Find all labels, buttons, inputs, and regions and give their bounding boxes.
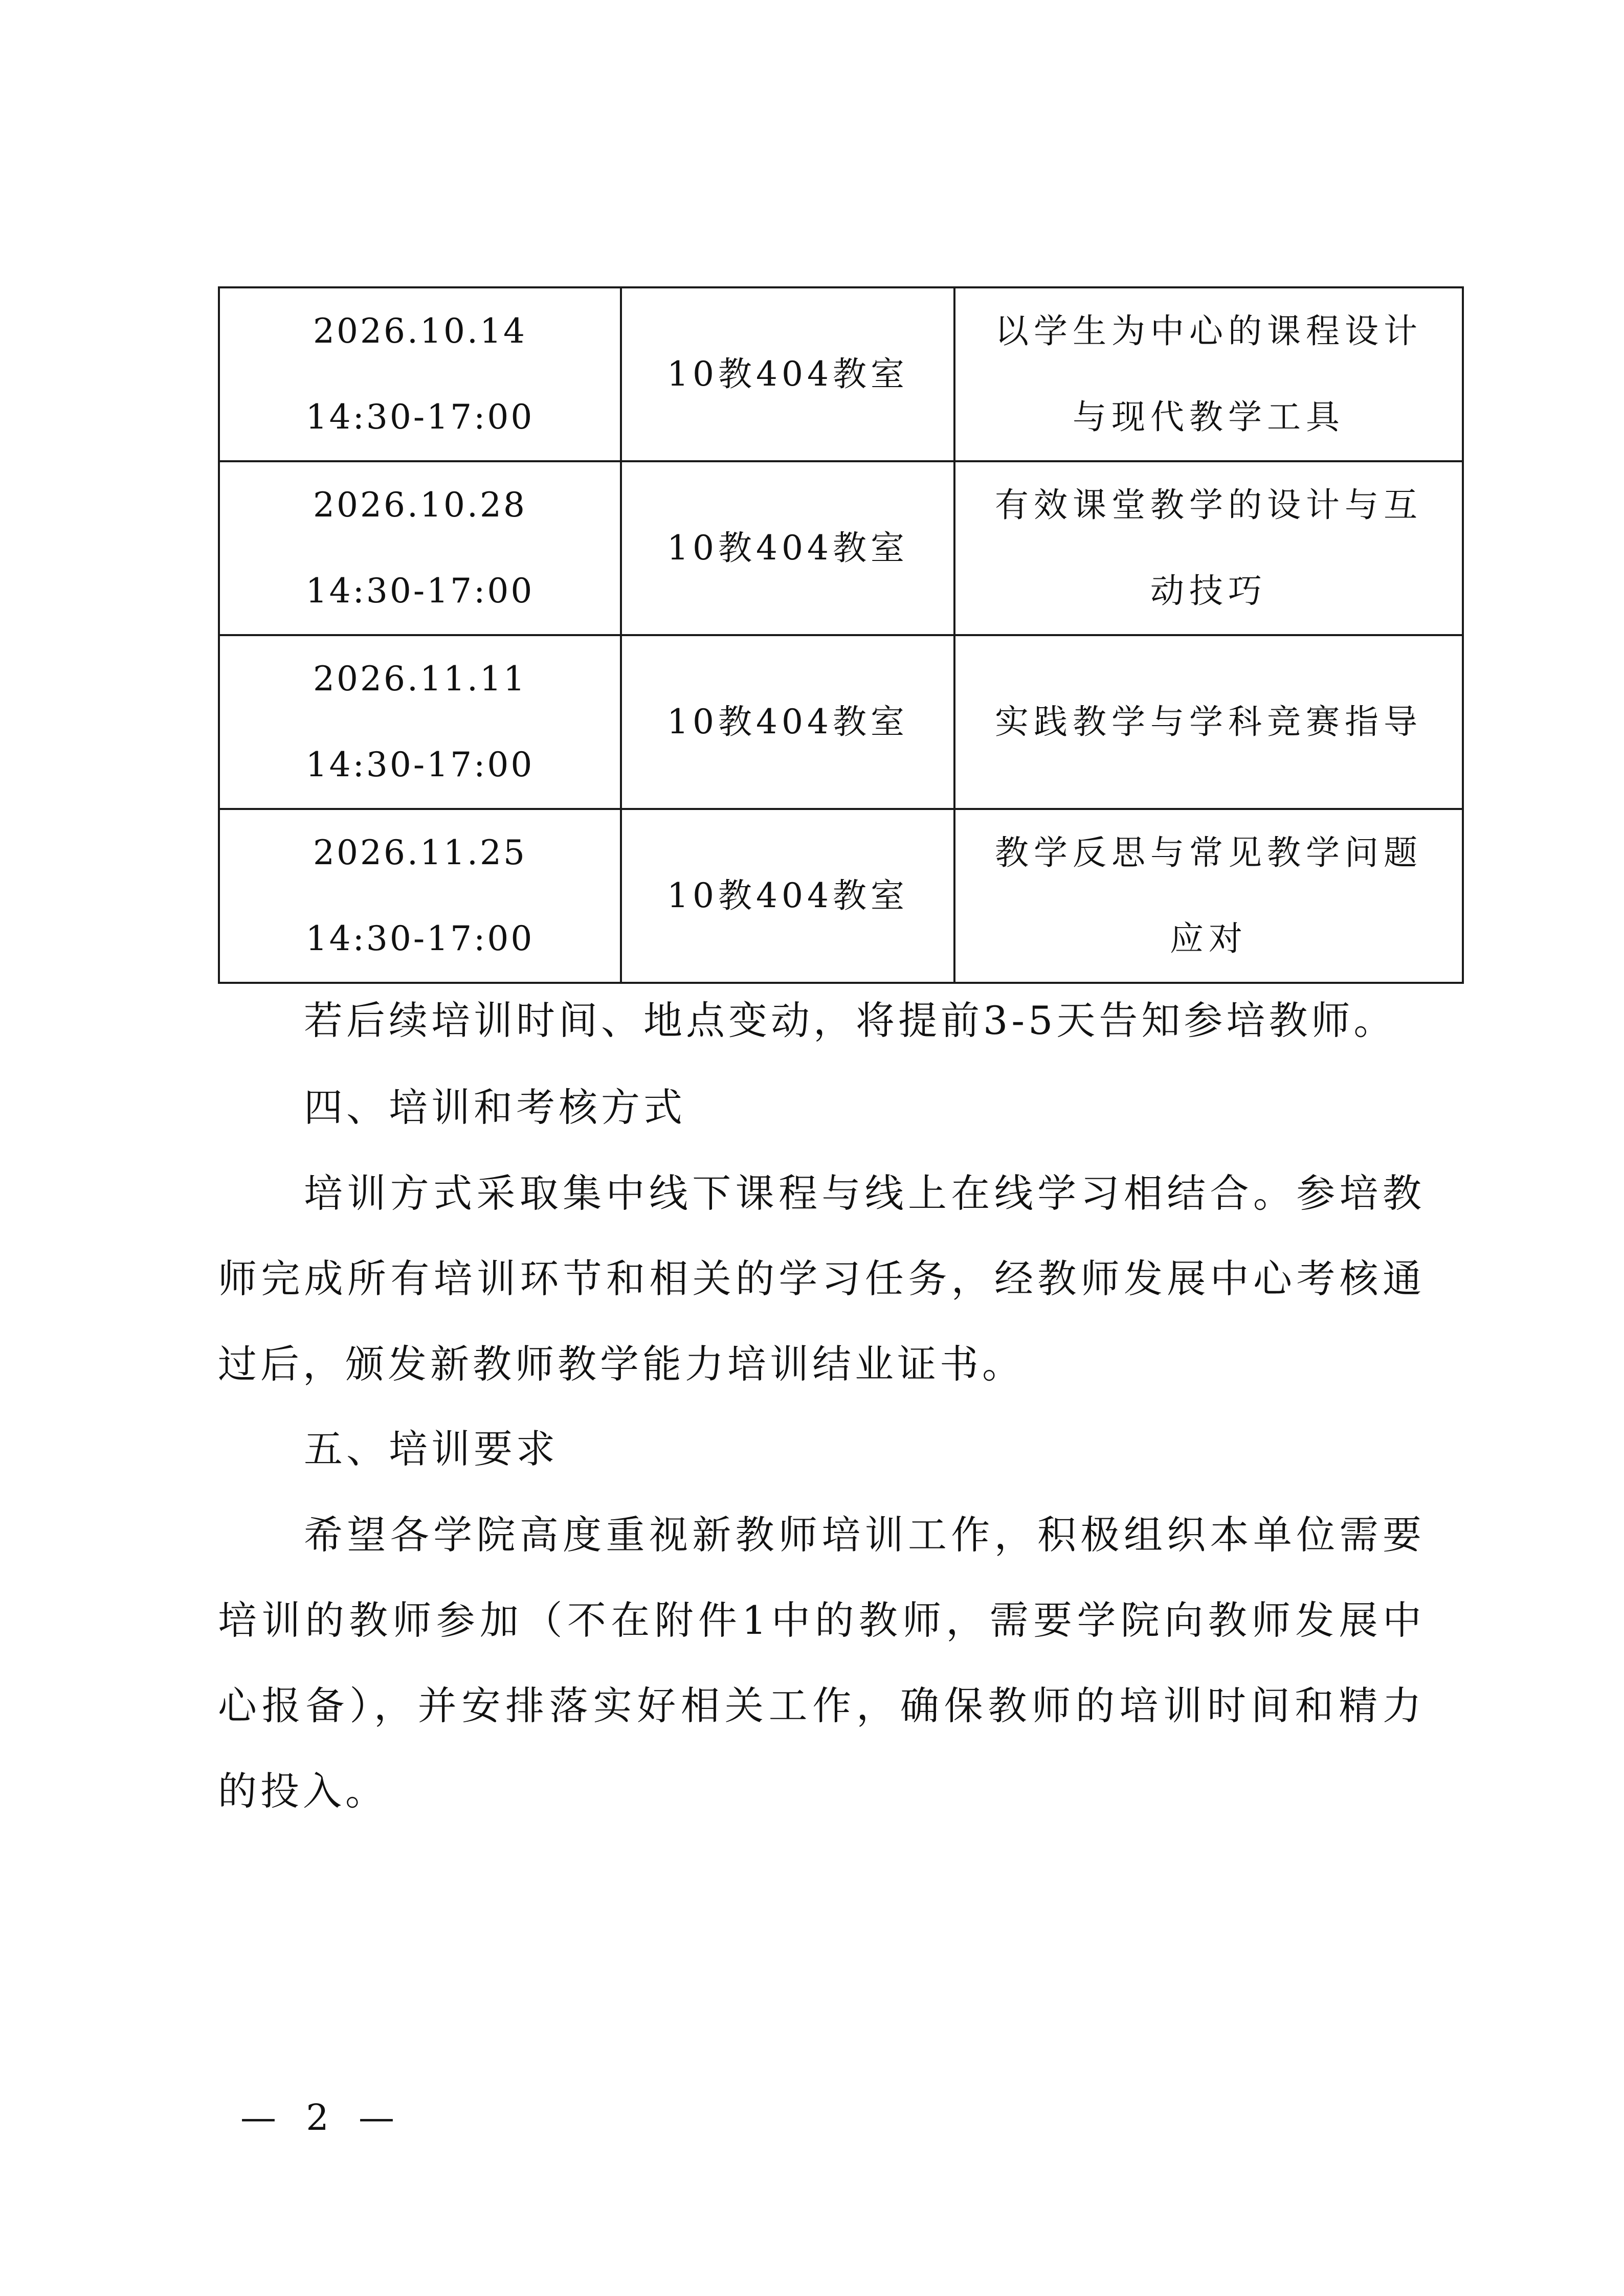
training-schedule-table [218, 286, 1464, 984]
assessment-paragraph: 培训方式采取集中线下课程与线上在线学习相结合。参培教师完成所有培训环节和相关的学习任务，经教师发展中心考核通过后，颁发新教师教学能力培训结业证书。 [218, 1170, 1425, 1387]
requirements-paragraph: 希望各学院高度重视新教师培训工作，积极组织本单位需要培训的教师参加（不在附件1中的教师，需要学院向教师发展中心报备），并安排落实好相关工作，确保教师的培训时间和精力的投入。 [218, 1512, 1425, 1814]
session-date: 2026.10.28 [313, 485, 527, 525]
session-topic-line: 动技巧 [1150, 571, 1267, 611]
schedule-change-notice: 若后续培训时间、地点变动，将提前3-5天告知参培教师。 [304, 998, 1396, 1043]
session-topic-line: 教学反思与常见教学问题 [995, 833, 1422, 872]
session-place: 10教404教室 [621, 635, 954, 809]
session-place: 10教404教室 [621, 809, 954, 983]
session-time: 14:30-17:00 [305, 745, 535, 784]
session-topic-line: 应对 [1170, 919, 1248, 958]
session-time: 14:30-17:00 [305, 571, 535, 611]
session-topic-cell [954, 635, 1463, 809]
section-heading-assessment: 四、培训和考核方式 [304, 1085, 686, 1130]
table-row [219, 809, 1463, 983]
session-topic-cell [954, 461, 1463, 635]
session-date-cell [219, 809, 621, 983]
session-place: 10教404教室 [621, 287, 954, 461]
table-row [219, 635, 1463, 809]
session-topic-line: 实践教学与学科竞赛指导 [995, 702, 1422, 741]
session-date: 2026.11.11 [313, 659, 527, 699]
session-date-cell [219, 287, 621, 461]
session-date: 2026.11.25 [313, 833, 527, 872]
session-date-cell [219, 635, 621, 809]
session-topic-line: 以学生为中心的课程设计 [995, 311, 1422, 351]
session-time: 14:30-17:00 [305, 397, 535, 437]
table-row [219, 461, 1463, 635]
session-time: 14:30-17:00 [305, 919, 535, 958]
session-date-cell [219, 461, 621, 635]
page-number: — 2 — [240, 2097, 404, 2139]
session-topic-cell [954, 287, 1463, 461]
section-heading-requirements: 五、培训要求 [304, 1426, 559, 1472]
session-date: 2026.10.14 [313, 311, 527, 351]
session-place: 10教404教室 [621, 461, 954, 635]
session-topic-line: 有效课堂教学的设计与互 [995, 485, 1422, 525]
session-topic-line: 与现代教学工具 [1073, 397, 1345, 437]
table-row [219, 287, 1463, 461]
session-topic-cell [954, 809, 1463, 983]
